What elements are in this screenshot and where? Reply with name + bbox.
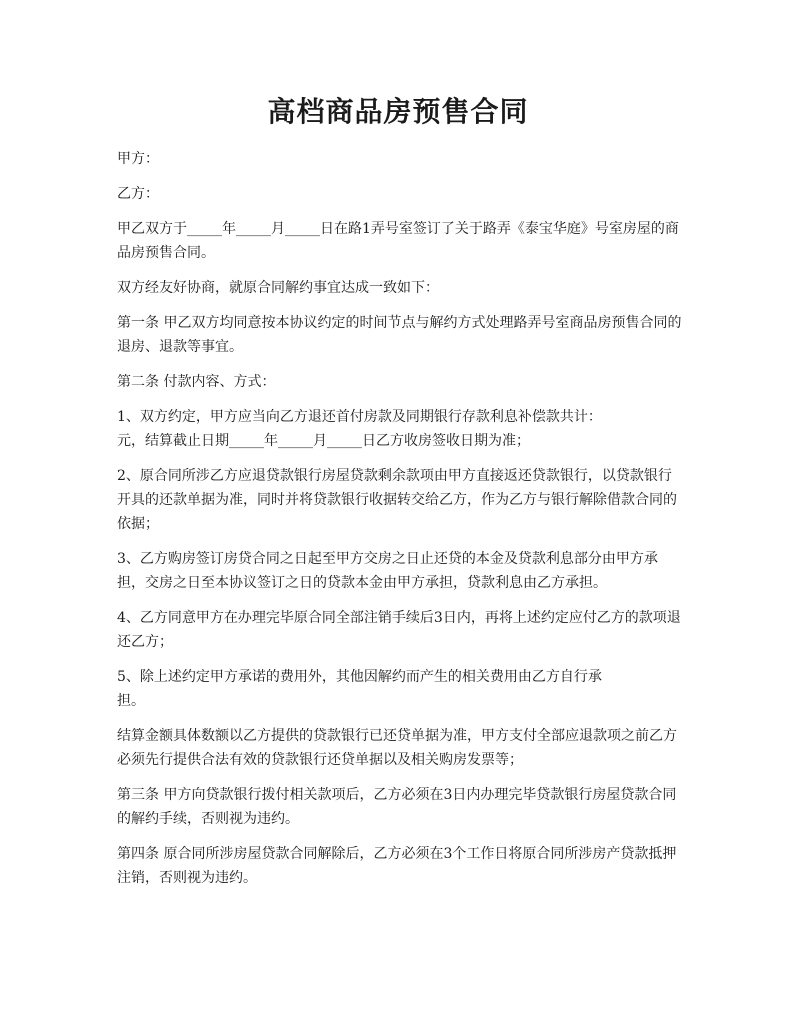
settlement-paragraph: 结算金额具体数额以乙方提供的贷款银行已还贷单据为准，甲方支付全部应退款项之前乙方必须先行提供合法有效的贷款银行还贷单据以及相关购房发票等； — [117, 728, 677, 768]
clause-5: 5、除上述约定甲方承诺的费用外，其他因解约而产生的相关费用由乙方自行承 担。 — [117, 669, 602, 709]
article-3: 第三条 甲方向贷款银行拨付相关款项后，乙方必须在3日内办理完毕贷款银行房屋贷款合同的解约手续，否则视为违约。 — [117, 787, 677, 827]
party-a-line: 甲方： — [117, 151, 159, 167]
clause-3: 3、乙方购房签订房贷合同之日起至甲方交房之日止还贷的本金及贷款利息部分由甲方承担，交房之日至本协议签订之日的贷款本金由甲方承担，贷款利息由乙方承担。 — [117, 551, 658, 591]
article-1: 第一条 甲乙双方均同意按本协议约定的时间节点与解约方式处理路弄号室商品房预售合同的退房、退款等事宜。 — [117, 315, 682, 355]
document-body — [117, 147, 683, 901]
clause-2: 2、原合同所涉乙方应退贷款银行房屋贷款剩余款项由甲方直接返还贷款银行，以贷款银行开具的还款单据为准，同时并将贷款银行收据转交给乙方，作为乙方与银行解除借款合同的依据； — [117, 468, 677, 532]
clause-1: 1、双方约定，甲方应当向乙方退还首付房款及同期银行存款利息补偿款共计： 元，结算截止日期_____年_____月_____日乙方收房签收日期为准； — [117, 409, 602, 449]
party-b-line: 乙方： — [117, 186, 159, 202]
article-4: 第四条 原合同所涉房屋贷款合同解除后，乙方必须在3个工作日将原合同所涉房产贷款抵押注销，否则视为违约。 — [117, 846, 677, 886]
intro-paragraph: 甲乙双方于_____年_____月_____日在路1弄号室签订了关于路弄《泰宝华庭》号室房屋的商品房预售合同。 — [117, 221, 679, 261]
clause-4: 4、乙方同意甲方在办理完毕原合同全部注销手续后3日内，再将上述约定应付乙方的款项退还乙方； — [117, 610, 681, 650]
agreement-paragraph: 双方经友好协商，就原合同解约事宜达成一致如下： — [117, 280, 439, 296]
article-2-heading: 第二条 付款内容、方式： — [117, 374, 276, 390]
document-title: 高档商品房预售合同 — [267, 95, 529, 128]
